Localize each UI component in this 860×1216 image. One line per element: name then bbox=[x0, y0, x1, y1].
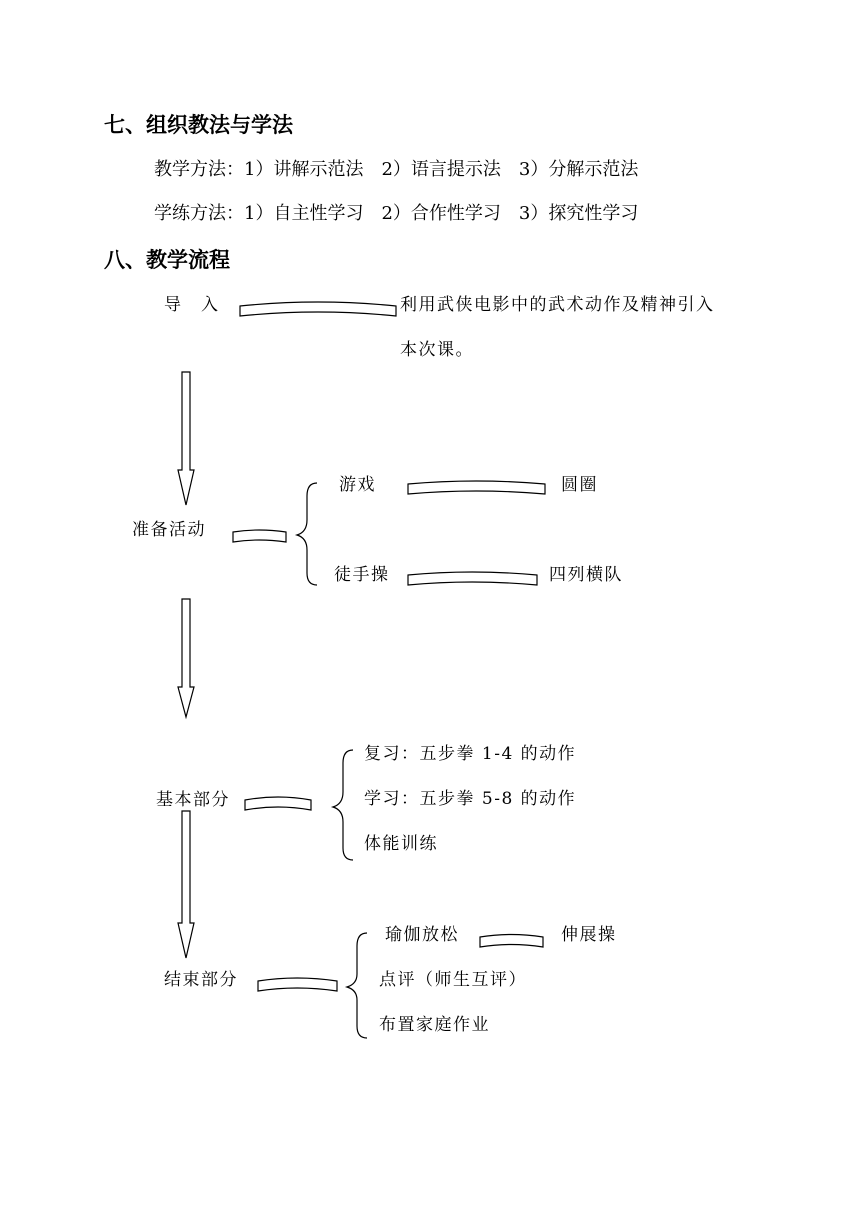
brace-basic bbox=[333, 750, 353, 860]
prep-label: 准备活动 bbox=[132, 520, 206, 540]
intro-label: 导 入 bbox=[164, 295, 220, 315]
prep-game-value: 圆圈 bbox=[561, 475, 598, 495]
ending-label: 结束部分 bbox=[164, 970, 238, 990]
connector-exercise bbox=[408, 572, 537, 585]
connector-yoga bbox=[480, 935, 543, 948]
learning-methods-line: 学练方法：1）自主性学习 2）合作性学习 3）探究性学习 bbox=[154, 203, 639, 224]
connector-intro bbox=[240, 302, 396, 316]
ending-item-review: 点评（师生互评） bbox=[379, 970, 527, 990]
connector-prep bbox=[233, 530, 286, 542]
connector-ending bbox=[258, 978, 337, 991]
teaching-methods-line: 教学方法：1）讲解示范法 2）语言提示法 3）分解示范法 bbox=[154, 159, 639, 180]
section-7-heading: 七、组织教法与学法 bbox=[104, 113, 293, 137]
prep-exercise-value: 四列横队 bbox=[549, 565, 623, 585]
prep-game-label: 游戏 bbox=[339, 475, 376, 495]
brace-ending bbox=[347, 933, 367, 1038]
intro-desc-line2: 本次课。 bbox=[400, 340, 474, 360]
connector-game bbox=[408, 481, 545, 494]
connector-basic bbox=[245, 797, 311, 810]
brace-prep bbox=[297, 483, 317, 585]
section-8-heading: 八、教学流程 bbox=[104, 248, 230, 272]
intro-desc-line1: 利用武侠电影中的武术动作及精神引入 bbox=[400, 295, 715, 315]
arrow-down-2 bbox=[178, 599, 194, 717]
ending-item-homework: 布置家庭作业 bbox=[379, 1015, 490, 1035]
arrow-down-1 bbox=[178, 372, 194, 505]
basic-item-fitness: 体能训练 bbox=[364, 834, 438, 854]
ending-item-yoga-value: 伸展操 bbox=[561, 925, 617, 945]
ending-item-yoga: 瑜伽放松 bbox=[385, 925, 459, 945]
arrow-down-3 bbox=[178, 811, 194, 958]
basic-item-learn: 学习：五步拳 5-8 的动作 bbox=[364, 789, 577, 809]
basic-item-review: 复习：五步拳 1-4 的动作 bbox=[364, 744, 577, 764]
prep-exercise-label: 徒手操 bbox=[334, 565, 390, 585]
basic-label: 基本部分 bbox=[156, 790, 230, 810]
